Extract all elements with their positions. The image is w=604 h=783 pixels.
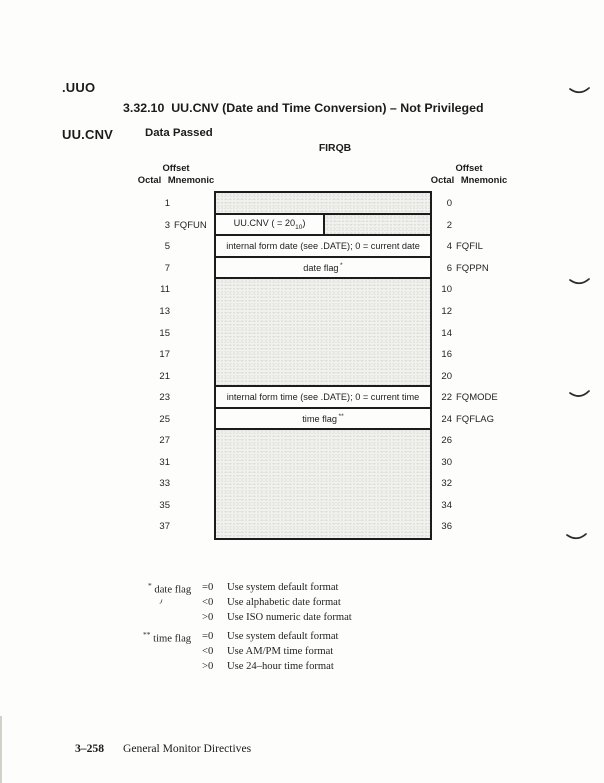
cell-date-flag: date flag * — [303, 261, 343, 273]
firqb-diagram — [214, 191, 432, 540]
offset-label: 17 — [159, 349, 170, 361]
offset-label: 5 — [164, 241, 170, 253]
offset-label: 22 — [441, 392, 452, 404]
offset-label: 36 — [441, 521, 452, 533]
footnote-line: >0 Use 24–hour time format — [202, 660, 334, 672]
footnote-date-flag-lines — [202, 581, 352, 625]
left-offset-column — [118, 193, 170, 538]
firqb-title: FIRQB — [318, 143, 352, 154]
table-row-reserved-0 — [216, 193, 430, 215]
left-offset-header — [130, 162, 222, 185]
table-block-reserved-1 — [216, 279, 430, 387]
footnote-time-flag-lines — [202, 630, 339, 674]
mnemonic-fqmode: FQMODE — [456, 392, 498, 404]
offset-label: 2 — [446, 219, 452, 231]
offset-label: 25 — [159, 413, 170, 425]
right-offset-header — [423, 162, 515, 185]
offset-label: 32 — [441, 478, 452, 490]
footnote-time-flag-label: ** time flag — [143, 630, 192, 645]
table-row-fqppn — [216, 258, 430, 280]
fqfun-subscript: 10 — [295, 223, 303, 231]
offset-label: 35 — [159, 499, 170, 511]
mnemonic-fqfil: FQFIL — [456, 241, 483, 253]
table-row-fqflag — [216, 409, 430, 431]
fqfun-value-text: UU.CNV ( = $20_{10}$) — [233, 217, 306, 231]
right-offset-header-line1: Offset — [455, 162, 483, 173]
data-passed-label: Data Passed — [145, 127, 213, 139]
offset-label: 23 — [159, 392, 170, 404]
table-row-fqfun — [216, 215, 430, 237]
cell-fqfun-value — [216, 215, 325, 235]
table-block-reserved-2 — [216, 430, 430, 538]
footnote-line: <0 Use alphabetic date format — [202, 596, 341, 608]
offset-label: 14 — [441, 327, 452, 339]
offset-label: 34 — [441, 499, 452, 511]
cell-fqfun-reserved — [325, 215, 430, 235]
left-offset-header-line2: Octal Mnemonic — [137, 173, 215, 185]
offset-label: 24 — [441, 413, 452, 425]
offset-label: 21 — [159, 370, 170, 382]
section-heading: 3.32.10 UU.CNV (Date and Time Conversion) – Not Privileged — [123, 101, 484, 115]
offset-label: 26 — [441, 435, 452, 447]
date-flag-asterisk: * — [340, 261, 343, 269]
offset-label: 12 — [441, 306, 452, 317]
offset-label: 10 — [441, 284, 452, 296]
running-head-line2: UU.CNV — [62, 126, 114, 142]
offset-label: 27 — [159, 435, 170, 447]
footnote-line: <0 Use AM/PM time format — [202, 645, 334, 657]
mnemonic-fqppn: FQPPN — [456, 262, 489, 274]
footnote-marker: * — [148, 581, 152, 590]
mnemonic-fqfun: FQFUN — [174, 219, 207, 231]
offset-label: 20 — [441, 370, 452, 382]
offset-label: 37 — [159, 521, 170, 533]
footnote-marker: ** — [143, 630, 151, 639]
right-offset-header-line2: Octal Mnemonic — [430, 173, 508, 185]
table-row-fqfil — [216, 236, 430, 258]
offset-label: 3 — [164, 219, 170, 231]
page-edge-mark-icon — [569, 86, 591, 96]
offset-label: 0 — [446, 198, 452, 210]
time-flag-asterisks: ** — [338, 412, 344, 420]
page-edge-mark-icon — [569, 277, 591, 287]
offset-label: 31 — [159, 456, 170, 468]
offset-label: 4 — [446, 241, 452, 253]
offset-label: 1 — [164, 198, 170, 210]
footer-chapter-title: General Monitor Directives — [123, 742, 252, 755]
offset-label: 7 — [164, 262, 170, 274]
right-offset-column — [424, 193, 452, 538]
scan-artifact-stray-mark — [157, 599, 162, 605]
offset-label: 30 — [441, 456, 452, 468]
left-offset-header-line1: Offset — [162, 162, 190, 173]
scan-artifact-edge-line — [0, 716, 2, 783]
cell-time-flag: time flag ** — [302, 412, 344, 424]
offset-label: 6 — [446, 262, 452, 274]
cell-date-value: internal form date (see .DATE); 0 = current date — [226, 240, 420, 251]
running-head — [62, 49, 113, 173]
offset-label: 33 — [159, 478, 170, 490]
cell-time-value: internal form time (see .DATE); 0 = current time — [226, 391, 420, 402]
footnote-line: >0 Use ISO numeric date format — [202, 611, 352, 623]
offset-label: 16 — [441, 349, 452, 361]
mnemonic-fqflag: FQFLAG — [456, 413, 495, 425]
footer-page-number: 3–258 — [75, 742, 104, 755]
offset-label: 13 — [159, 306, 170, 317]
page-edge-mark-icon — [566, 532, 588, 542]
footnote-line: =0 Use system default format — [202, 582, 339, 593]
table-row-fqmode — [216, 387, 430, 409]
offset-label: 11 — [160, 284, 170, 296]
offset-label: 15 — [159, 327, 170, 339]
footnote-line: =0 Use system default format — [202, 631, 339, 642]
page-edge-mark-icon — [569, 389, 591, 399]
footnote-date-flag-label: * date flag — [148, 581, 192, 596]
running-head-line1: .UUO — [62, 80, 96, 95]
